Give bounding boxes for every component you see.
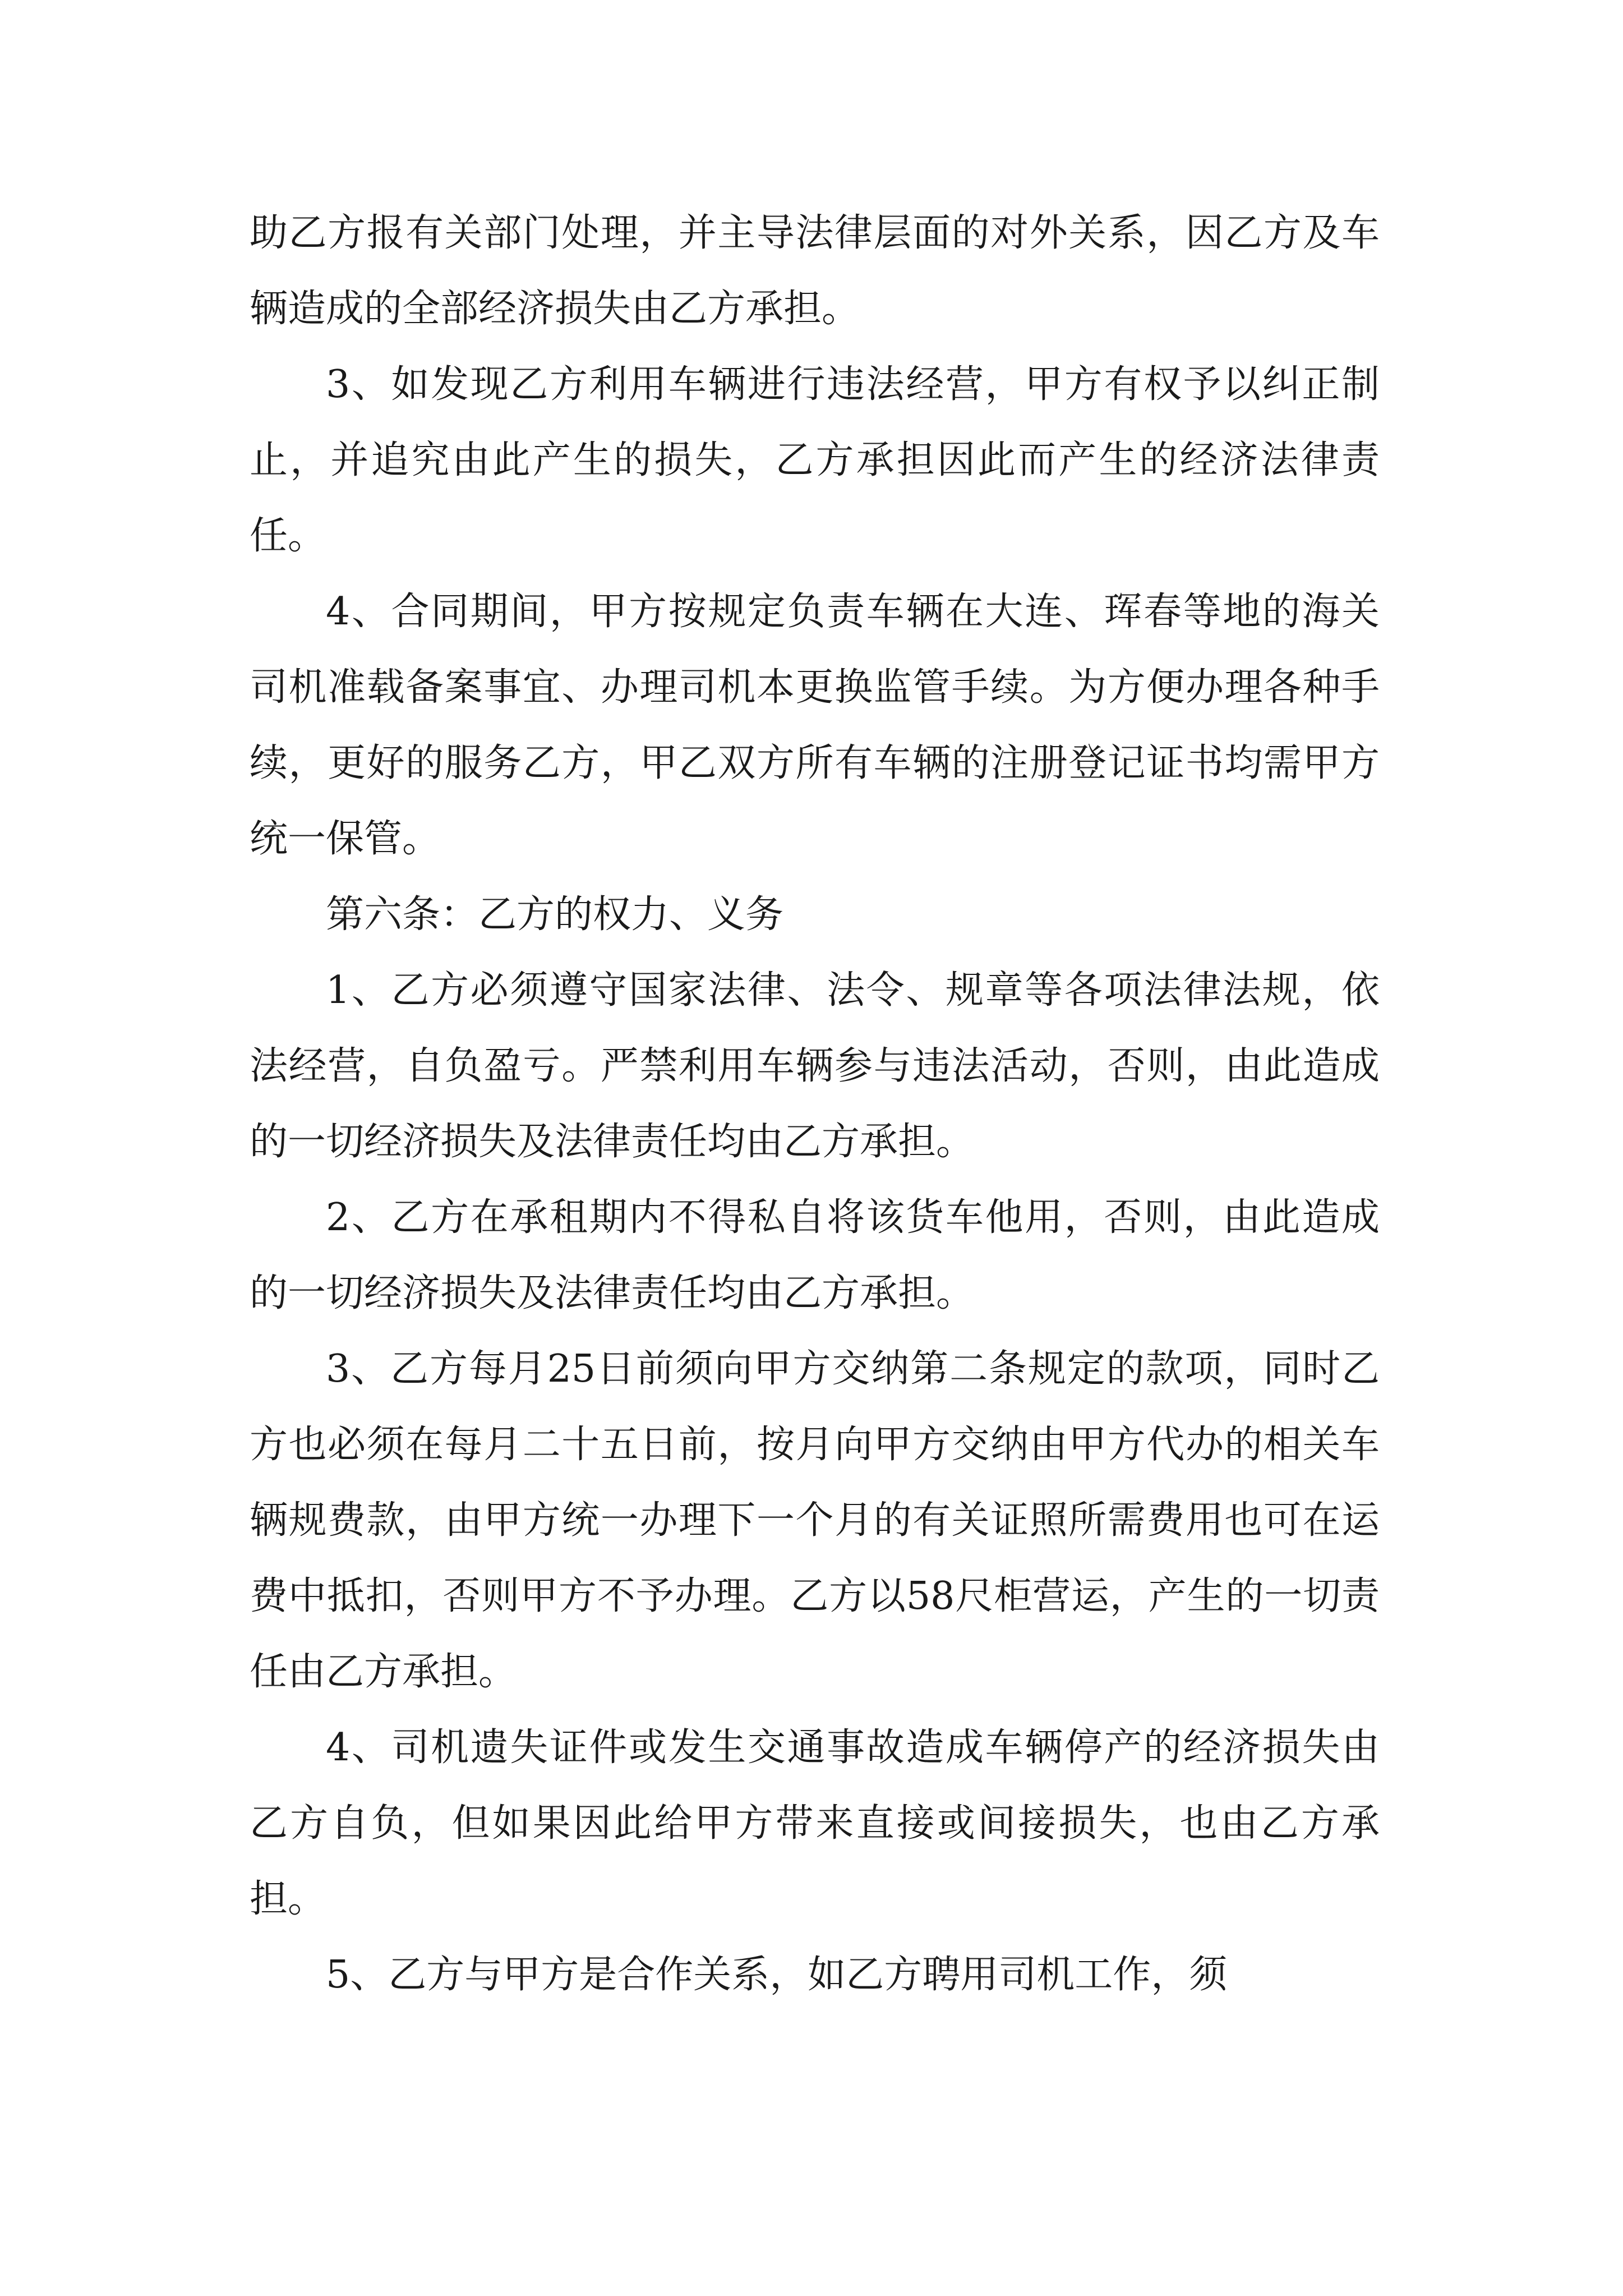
paragraph-article6-item4: 4、司机遗失证件或发生交通事故造成车辆停产的经济损失由乙方自负，但如果因此给甲方带来直接或间接损失，也由乙方承担。 <box>250 1726 1380 1921</box>
article6-heading: 第六条：乙方的权力、义务 <box>326 892 784 937</box>
paragraph-article5-item4: 4、合同期间，甲方按规定负责车辆在大连、珲春等地的海关司机准载备案事宜、办理司机本更换监管手续。为方便办理各种手续，更好的服务乙方，甲乙双方所有车辆的注册登记证书均需甲方统一保管。 <box>250 590 1380 861</box>
paragraph-article6-item1: 1、乙方必须遵守国家法律、法令、规章等各项法律法规，依法经营，自负盈亏。严禁利用车辆参与违法活动，否则，由此造成的一切经济损失及法律责任均由乙方承担。 <box>250 968 1380 1164</box>
document-body <box>250 195 1380 2013</box>
paragraph-article6-item2: 2、乙方在承租期内不得私自将该货车他用，否则，由此造成的一切经济损失及法律责任均由乙方承担。 <box>250 1195 1380 1315</box>
paragraph-continuation: 助乙方报有关部门处理，并主导法律层面的对外关系，因乙方及车辆造成的全部经济损失由乙方承担。 <box>250 211 1380 331</box>
paragraph-article6-item5: 5、乙方与甲方是合作关系，如乙方聘用司机工作，须 <box>326 1953 1228 1997</box>
paragraph-article5-item3: 3、如发现乙方利用车辆进行违法经营，甲方有权予以纠正制止，并追究由此产生的损失，乙方承担因此而产生的经济法律责任。 <box>250 362 1380 558</box>
paragraph-article6-item3: 3、乙方每月25日前须向甲方交纳第二条规定的款项，同时乙方也必须在每月二十五日前，按月向甲方交纳由甲方代办的相关车辆规费款，由甲方统一办理下一个月的有关证照所需费用也可在运费中抵扣，否则甲方不予办理。乙方以58尺柜营运，产生的一切责任由乙方承担。 <box>250 1347 1380 1694</box>
